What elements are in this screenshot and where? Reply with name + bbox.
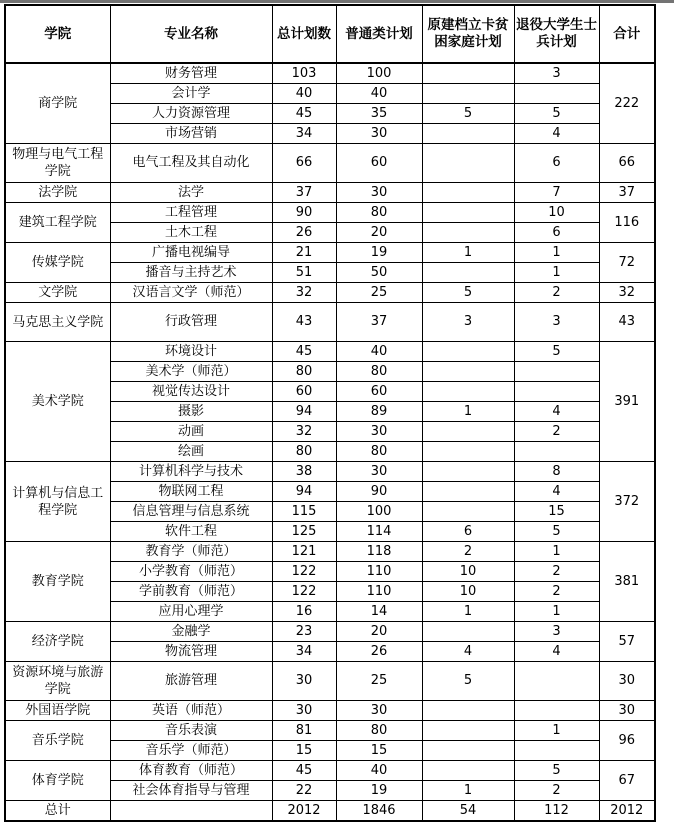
college-sum: 96 (599, 721, 655, 761)
total-plan: 80 (272, 442, 336, 462)
general-plan: 110 (336, 582, 422, 602)
major-name: 人力资源管理 (110, 104, 272, 124)
total-plan: 21 (272, 243, 336, 263)
college-sum: 222 (599, 63, 655, 144)
poverty-plan (422, 422, 514, 442)
poverty-plan (422, 203, 514, 223)
major-name: 动画 (110, 422, 272, 442)
total-plan: 121 (272, 542, 336, 562)
major-name: 播音与主持艺术 (110, 263, 272, 283)
veteran-plan: 1 (514, 243, 599, 263)
veteran-plan: 5 (514, 104, 599, 124)
general-plan: 30 (336, 124, 422, 144)
general-plan: 19 (336, 781, 422, 801)
poverty-plan (422, 342, 514, 362)
major-name: 学前教育（师范） (110, 582, 272, 602)
general-plan: 14 (336, 602, 422, 622)
poverty-plan (422, 263, 514, 283)
college-sum: 57 (599, 622, 655, 662)
poverty-plan: 3 (422, 303, 514, 342)
total-plan: 45 (272, 342, 336, 362)
college-name: 美术学院 (5, 342, 110, 462)
total-plan: 66 (272, 144, 336, 183)
table-row (5, 203, 655, 223)
total-poverty-plan: 54 (422, 801, 514, 822)
general-plan: 100 (336, 63, 422, 84)
table-row (5, 622, 655, 642)
general-plan: 40 (336, 84, 422, 104)
major-name: 市场营销 (110, 124, 272, 144)
total-plan: 30 (272, 662, 336, 701)
veteran-plan: 2 (514, 422, 599, 442)
poverty-plan (422, 502, 514, 522)
table-row (5, 462, 655, 482)
poverty-plan (422, 382, 514, 402)
college-sum: 391 (599, 342, 655, 462)
poverty-plan (422, 741, 514, 761)
college-name: 法学院 (5, 183, 110, 203)
veteran-plan: 1 (514, 602, 599, 622)
total-plan: 16 (272, 602, 336, 622)
general-plan: 114 (336, 522, 422, 542)
veteran-plan: 7 (514, 183, 599, 203)
college-sum: 66 (599, 144, 655, 183)
college-name: 教育学院 (5, 542, 110, 622)
poverty-plan (422, 761, 514, 781)
total-veteran-plan: 112 (514, 801, 599, 822)
college-sum: 30 (599, 662, 655, 701)
major-name: 教育学（师范） (110, 542, 272, 562)
general-plan: 26 (336, 642, 422, 662)
enrollment-plan-table (4, 4, 656, 822)
veteran-plan: 1 (514, 263, 599, 283)
total-major (110, 801, 272, 822)
table-row (5, 761, 655, 781)
college-sum: 381 (599, 542, 655, 622)
general-plan: 30 (336, 183, 422, 203)
total-label: 总计 (5, 801, 110, 822)
poverty-plan: 1 (422, 602, 514, 622)
total-plan: 45 (272, 761, 336, 781)
poverty-plan (422, 482, 514, 502)
total-plan: 122 (272, 562, 336, 582)
college-name: 传媒学院 (5, 243, 110, 283)
college-name: 资源环境与旅游学院 (5, 662, 110, 701)
major-name: 计算机科学与技术 (110, 462, 272, 482)
veteran-plan: 2 (514, 283, 599, 303)
poverty-plan (422, 442, 514, 462)
poverty-plan (422, 462, 514, 482)
general-plan: 25 (336, 662, 422, 701)
poverty-plan (422, 223, 514, 243)
poverty-plan: 2 (422, 542, 514, 562)
general-plan: 80 (336, 203, 422, 223)
general-plan: 40 (336, 761, 422, 781)
header-sum: 合计 (599, 5, 655, 63)
header-poverty-plan: 原建档立卡贫困家庭计划 (422, 5, 514, 63)
general-plan: 80 (336, 362, 422, 382)
poverty-plan: 6 (422, 522, 514, 542)
veteran-plan: 5 (514, 522, 599, 542)
college-sum: 37 (599, 183, 655, 203)
major-name: 英语（师范） (110, 701, 272, 721)
major-name: 美术学（师范） (110, 362, 272, 382)
general-plan: 80 (336, 442, 422, 462)
general-plan: 30 (336, 462, 422, 482)
general-plan: 15 (336, 741, 422, 761)
total-plan: 34 (272, 124, 336, 144)
table-row (5, 721, 655, 741)
total-plan: 51 (272, 263, 336, 283)
major-name: 摄影 (110, 402, 272, 422)
total-plan: 115 (272, 502, 336, 522)
general-plan: 80 (336, 721, 422, 741)
veteran-plan: 4 (514, 402, 599, 422)
total-row (5, 801, 655, 822)
college-name: 马克思主义学院 (5, 303, 110, 342)
table-row (5, 243, 655, 263)
header-college: 学院 (5, 5, 110, 63)
total-plan: 81 (272, 721, 336, 741)
general-plan: 89 (336, 402, 422, 422)
header-row (5, 5, 655, 63)
veteran-plan: 5 (514, 342, 599, 362)
college-name: 物理与电气工程学院 (5, 144, 110, 183)
college-name: 外国语学院 (5, 701, 110, 721)
major-name: 音乐表演 (110, 721, 272, 741)
general-plan: 118 (336, 542, 422, 562)
veteran-plan: 3 (514, 303, 599, 342)
total-plan: 60 (272, 382, 336, 402)
table-body (5, 63, 655, 801)
general-plan: 90 (336, 482, 422, 502)
veteran-plan: 4 (514, 642, 599, 662)
major-name: 绘画 (110, 442, 272, 462)
major-name: 汉语言文学（师范） (110, 283, 272, 303)
veteran-plan: 2 (514, 781, 599, 801)
poverty-plan: 5 (422, 662, 514, 701)
veteran-plan (514, 741, 599, 761)
veteran-plan: 2 (514, 582, 599, 602)
veteran-plan: 4 (514, 482, 599, 502)
general-plan: 50 (336, 263, 422, 283)
total-plan: 37 (272, 183, 336, 203)
major-name: 土木工程 (110, 223, 272, 243)
header-general-plan: 普通类计划 (336, 5, 422, 63)
poverty-plan (422, 84, 514, 104)
veteran-plan (514, 84, 599, 104)
major-name: 信息管理与信息系统 (110, 502, 272, 522)
poverty-plan (422, 63, 514, 84)
total-plan: 34 (272, 642, 336, 662)
veteran-plan (514, 701, 599, 721)
general-plan: 25 (336, 283, 422, 303)
total-plan: 122 (272, 582, 336, 602)
total-total-plan: 2012 (272, 801, 336, 822)
major-name: 会计学 (110, 84, 272, 104)
poverty-plan: 10 (422, 562, 514, 582)
college-name: 计算机与信息工程学院 (5, 462, 110, 542)
total-general-plan: 1846 (336, 801, 422, 822)
general-plan: 60 (336, 382, 422, 402)
general-plan: 37 (336, 303, 422, 342)
major-name: 社会体育指导与管理 (110, 781, 272, 801)
general-plan: 19 (336, 243, 422, 263)
veteran-plan (514, 382, 599, 402)
major-name: 应用心理学 (110, 602, 272, 622)
major-name: 行政管理 (110, 303, 272, 342)
header-total-plan: 总计划数 (272, 5, 336, 63)
major-name: 音乐学（师范） (110, 741, 272, 761)
major-name: 视觉传达设计 (110, 382, 272, 402)
college-name: 体育学院 (5, 761, 110, 801)
college-sum: 372 (599, 462, 655, 542)
veteran-plan: 1 (514, 542, 599, 562)
veteran-plan (514, 442, 599, 462)
college-name: 经济学院 (5, 622, 110, 662)
total-plan: 30 (272, 701, 336, 721)
college-name: 文学院 (5, 283, 110, 303)
college-name: 商学院 (5, 63, 110, 144)
table-row (5, 183, 655, 203)
veteran-plan (514, 662, 599, 701)
total-plan: 15 (272, 741, 336, 761)
general-plan: 20 (336, 223, 422, 243)
total-plan: 90 (272, 203, 336, 223)
total-plan: 45 (272, 104, 336, 124)
major-name: 法学 (110, 183, 272, 203)
poverty-plan (422, 622, 514, 642)
general-plan: 40 (336, 342, 422, 362)
veteran-plan: 4 (514, 124, 599, 144)
poverty-plan: 1 (422, 402, 514, 422)
poverty-plan (422, 144, 514, 183)
header-major: 专业名称 (110, 5, 272, 63)
major-name: 金融学 (110, 622, 272, 642)
veteran-plan: 1 (514, 721, 599, 741)
major-name: 软件工程 (110, 522, 272, 542)
college-sum: 67 (599, 761, 655, 801)
general-plan: 35 (336, 104, 422, 124)
major-name: 物联网工程 (110, 482, 272, 502)
table-row (5, 701, 655, 721)
veteran-plan: 6 (514, 223, 599, 243)
cropped-title-line (0, 0, 674, 3)
poverty-plan (422, 362, 514, 382)
total-plan: 125 (272, 522, 336, 542)
poverty-plan (422, 701, 514, 721)
total-plan: 32 (272, 283, 336, 303)
veteran-plan: 3 (514, 622, 599, 642)
table-row (5, 283, 655, 303)
veteran-plan: 8 (514, 462, 599, 482)
total-plan: 23 (272, 622, 336, 642)
poverty-plan (422, 124, 514, 144)
poverty-plan: 1 (422, 243, 514, 263)
college-name: 建筑工程学院 (5, 203, 110, 243)
veteran-plan: 6 (514, 144, 599, 183)
major-name: 环境设计 (110, 342, 272, 362)
major-name: 体育教育（师范） (110, 761, 272, 781)
total-plan: 80 (272, 362, 336, 382)
veteran-plan: 15 (514, 502, 599, 522)
table-row (5, 542, 655, 562)
college-sum: 30 (599, 701, 655, 721)
veteran-plan: 3 (514, 63, 599, 84)
poverty-plan: 10 (422, 582, 514, 602)
table-row (5, 144, 655, 183)
general-plan: 30 (336, 422, 422, 442)
veteran-plan: 5 (514, 761, 599, 781)
veteran-plan: 2 (514, 562, 599, 582)
major-name: 小学教育（师范） (110, 562, 272, 582)
major-name: 物流管理 (110, 642, 272, 662)
major-name: 旅游管理 (110, 662, 272, 701)
total-plan: 94 (272, 482, 336, 502)
poverty-plan: 5 (422, 283, 514, 303)
header-veteran-plan: 退役大学生士兵计划 (514, 5, 599, 63)
table-row (5, 662, 655, 701)
total-plan: 103 (272, 63, 336, 84)
poverty-plan: 5 (422, 104, 514, 124)
college-sum: 116 (599, 203, 655, 243)
college-sum: 72 (599, 243, 655, 283)
general-plan: 30 (336, 701, 422, 721)
table-row (5, 63, 655, 84)
college-sum: 32 (599, 283, 655, 303)
major-name: 广播电视编导 (110, 243, 272, 263)
veteran-plan: 10 (514, 203, 599, 223)
major-name: 工程管理 (110, 203, 272, 223)
poverty-plan: 4 (422, 642, 514, 662)
college-name: 音乐学院 (5, 721, 110, 761)
general-plan: 110 (336, 562, 422, 582)
table-row (5, 342, 655, 362)
total-plan: 43 (272, 303, 336, 342)
general-plan: 60 (336, 144, 422, 183)
total-sum: 2012 (599, 801, 655, 822)
major-name: 电气工程及其自动化 (110, 144, 272, 183)
poverty-plan (422, 721, 514, 741)
total-plan: 38 (272, 462, 336, 482)
poverty-plan (422, 183, 514, 203)
major-name: 财务管理 (110, 63, 272, 84)
total-plan: 26 (272, 223, 336, 243)
table-row (5, 303, 655, 342)
general-plan: 20 (336, 622, 422, 642)
total-plan: 40 (272, 84, 336, 104)
veteran-plan (514, 362, 599, 382)
poverty-plan: 1 (422, 781, 514, 801)
college-sum: 43 (599, 303, 655, 342)
total-plan: 22 (272, 781, 336, 801)
total-plan: 32 (272, 422, 336, 442)
total-plan: 94 (272, 402, 336, 422)
general-plan: 100 (336, 502, 422, 522)
